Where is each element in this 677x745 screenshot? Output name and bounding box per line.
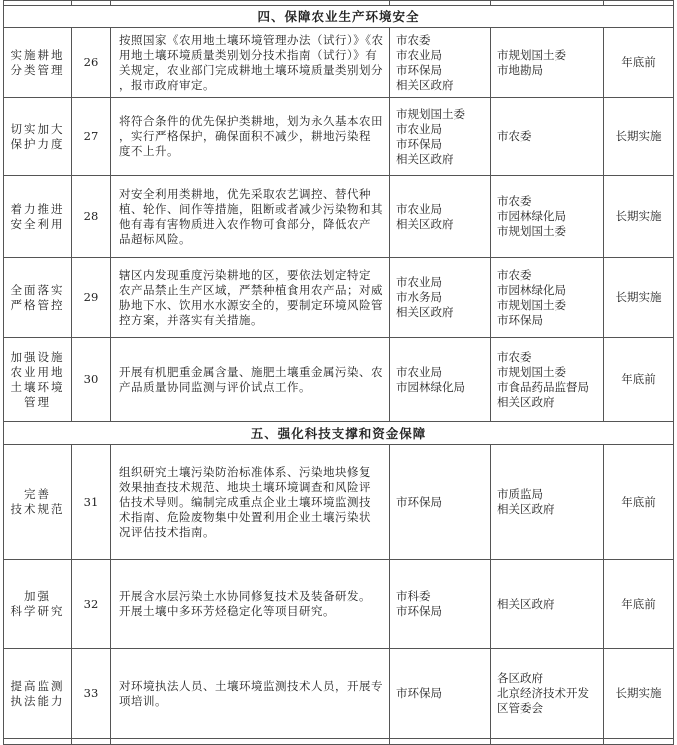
lead-department-line: 市规划国土委 [396, 106, 465, 121]
task-number-cell: 32 [72, 560, 111, 649]
task-table [3, 0, 674, 745]
task-name-cell [4, 445, 72, 560]
task-content-line: 用地土壤环境质量类别划分技术指南（试行）》有 [119, 47, 378, 62]
task-content-line: 农产品禁止生产区域，严禁种植食用农产品；对威 [119, 282, 383, 297]
lead-department-cell [390, 28, 491, 98]
cooperating-department-line: 市农委 [497, 349, 532, 364]
task-name-line: 着力推进 [10, 201, 65, 216]
lead-department-cell [390, 258, 491, 338]
task-number-cell: 28 [72, 176, 111, 258]
lead-department-line: 市水务局 [396, 290, 442, 304]
cooperating-department-line: 相关区政府 [497, 596, 555, 611]
task-number-cell: 30 [72, 338, 111, 422]
task-content-line: 品超标风险。 [119, 231, 191, 246]
lead-department-line: 市农业局 [396, 47, 442, 62]
task-name-line: 严格管控 [10, 297, 65, 312]
task-name-cell [4, 258, 72, 338]
lead-department-line: 市农业局 [396, 121, 442, 136]
table-row [4, 445, 674, 560]
cooperating-department-line: 市食品药品监督局 [497, 379, 589, 394]
task-name-cell [4, 176, 72, 258]
task-content-cell [111, 649, 390, 739]
lead-department-line: 市环保局 [396, 62, 442, 77]
deadline-cell: 长期实施 [604, 98, 674, 176]
task-content-cell [111, 176, 390, 258]
cooperating-department-cell [491, 98, 604, 176]
table-row [4, 258, 674, 338]
task-content-line: 他有毒有害物质进入农作物可食部分，降低农产 [119, 216, 371, 231]
task-number-cell: 31 [72, 445, 111, 560]
task-content-line: 项培训。 [119, 693, 167, 708]
task-number-cell: 29 [72, 258, 111, 338]
task-name-line: 土壤环境 [10, 379, 65, 394]
table-row [4, 338, 674, 422]
cooperating-department-cell [491, 258, 604, 338]
task-name-line: 技术规范 [10, 502, 65, 516]
task-name-line: 分类管理 [10, 62, 65, 77]
deadline-cell: 长期实施 [604, 649, 674, 739]
table-row [4, 98, 674, 176]
task-content-line: 度不上升。 [119, 144, 179, 158]
deadline-cell: 长期实施 [604, 258, 674, 338]
task-content-line: ，实行严格保护，确保面积不减少，耕地污染程 [119, 129, 371, 143]
task-content-cell [111, 560, 390, 649]
deadline-cell: 年底前 [604, 445, 674, 560]
lead-department-cell [390, 649, 491, 739]
deadline-cell: 年底前 [604, 28, 674, 98]
task-content-line: 辖区内发现重度污染耕地的区，要依法划定特定 [119, 267, 371, 282]
cooperating-department-line: 市农委 [497, 267, 532, 282]
lead-department-line: 相关区政府 [396, 305, 454, 319]
lead-department-line: 相关区政府 [396, 216, 454, 231]
cooperating-department-line: 市园林绿化局 [497, 282, 566, 297]
task-name-line: 提高监测 [10, 678, 65, 693]
task-name-cell [4, 560, 72, 649]
task-content-line: 对环境执法人员、土壤环境监测技术人员，开展专 [119, 678, 383, 693]
task-name-line: 农业用地 [10, 364, 65, 379]
task-content-cell [111, 338, 390, 422]
section-header-row [4, 6, 674, 28]
task-number-cell: 27 [72, 98, 111, 176]
cooperating-department-line: 市规划国土委 [497, 297, 566, 312]
task-name-line: 管理 [24, 394, 51, 409]
lead-department-line: 市农业局 [396, 275, 442, 289]
task-name-line: 切实加大 [10, 121, 65, 136]
task-content-line: ，报市政府审定。 [119, 77, 215, 92]
task-content-line: 关规定，农业部门完成耕地土壤环境质量类别划分 [119, 62, 383, 77]
task-content-line: 控方案，并落实有关措施。 [119, 312, 263, 327]
task-name-cell [4, 28, 72, 98]
task-content-line: 胁地下水、饮用水水源安全的，要制定环境风险管 [119, 297, 383, 312]
cooperating-department-line: 市规划国土委 [497, 224, 566, 238]
cooperating-department-line: 区管委会 [497, 701, 543, 715]
cooperating-department-cell [491, 649, 604, 739]
cooperating-department-line: 市质监局 [497, 487, 543, 501]
task-name-line: 加强 [24, 589, 51, 603]
task-content-line: 开展含水层污染土水协同修复技术及装备研发。 [119, 589, 371, 603]
cooperating-department-line: 市地勘局 [497, 62, 543, 77]
cooperating-department-line: 市规划国土委 [497, 47, 566, 62]
task-content-line: 开展土壤中多环芳烃稳定化等项目研究。 [119, 604, 335, 618]
lead-department-line: 市农业局 [396, 364, 442, 379]
cooperating-department-line: 北京经济技术开发 [497, 686, 589, 700]
task-name-line: 加强设施 [10, 349, 65, 364]
lead-department-line: 市园林绿化局 [396, 379, 465, 394]
section-title: 五、强化科技支撑和资金保障 [4, 422, 674, 445]
lead-department-line: 市环保局 [396, 604, 442, 618]
cooperating-department-line: 市环保局 [497, 312, 543, 327]
cooperating-department-line: 相关区政府 [497, 502, 555, 516]
lead-department-line: 市环保局 [396, 136, 442, 151]
table-row [4, 649, 674, 739]
task-content-line: 植、轮作、间作等措施，阻断或者减少污染物和其 [119, 201, 383, 216]
lead-department-line: 相关区政府 [396, 77, 454, 92]
cooperating-department-cell [491, 338, 604, 422]
task-name-line: 完善 [24, 487, 51, 501]
task-content-line: 按照国家《农用地土壤环境管理办法（试行）》《农 [119, 32, 384, 47]
section-title: 四、保障农业生产环境安全 [4, 6, 674, 28]
task-content-line: 对安全利用类耕地，优先采取农艺调控、替代种 [119, 186, 371, 201]
task-content-line: 组织研究土壤污染防治标准体系、污染地块修复 [119, 464, 371, 479]
lead-department-line: 市科委 [396, 589, 431, 603]
cooperating-department-line: 相关区政府 [497, 394, 555, 409]
task-name-line: 执法能力 [10, 693, 65, 708]
lead-department-line: 市环保局 [396, 686, 442, 700]
task-content-cell [111, 445, 390, 560]
task-content-cell [111, 98, 390, 176]
task-content-line: 效果抽查技术规范、地块土壤环境调查和风险评 [119, 479, 371, 494]
task-name-cell [4, 98, 72, 176]
cooperating-department-cell [491, 445, 604, 560]
task-number-cell: 33 [72, 649, 111, 739]
deadline-cell: 年底前 [604, 560, 674, 649]
deadline-cell: 长期实施 [604, 176, 674, 258]
table-row [4, 560, 674, 649]
lead-department-line: 相关区政府 [396, 151, 454, 166]
section-header-row [4, 422, 674, 445]
lead-department-cell [390, 176, 491, 258]
cooperating-department-line: 市农委 [497, 129, 532, 143]
cooperating-department-cell [491, 176, 604, 258]
task-number-cell: 26 [72, 28, 111, 98]
cooperating-department-line: 各区政府 [497, 671, 543, 685]
task-name-cell [4, 338, 72, 422]
lead-department-cell [390, 338, 491, 422]
lead-department-cell [390, 98, 491, 176]
task-name-line: 实施耕地 [10, 47, 65, 62]
task-content-line: 开展有机肥重金属含量、施肥土壤重金属污染、农 [119, 364, 383, 379]
task-content-line: 估技术导则。编制完成重点企业土壤环境监测技 [119, 494, 371, 509]
lead-department-line: 市农委 [396, 32, 431, 47]
task-content-line: 况评估技术指南。 [119, 524, 215, 539]
task-name-cell [4, 649, 72, 739]
lead-department-line: 市农业局 [396, 201, 442, 216]
task-name-line: 安全利用 [10, 216, 65, 231]
task-name-line: 全面落实 [10, 282, 65, 297]
lead-department-cell [390, 560, 491, 649]
lead-department-line: 市环保局 [396, 494, 442, 509]
cooperating-department-line: 市农委 [497, 194, 532, 208]
table-row [4, 28, 674, 98]
lead-department-cell [390, 445, 491, 560]
task-content-line: 将符合条件的优先保护类耕地，划为永久基本农田 [119, 114, 383, 128]
cooperating-department-line: 市园林绿化局 [497, 209, 566, 223]
task-content-line: 术指南、危险废物集中处置利用企业土壤污染状 [119, 509, 371, 524]
cooperating-department-line: 市规划国土委 [497, 364, 566, 379]
cooperating-department-cell [491, 560, 604, 649]
task-content-cell [111, 28, 390, 98]
deadline-cell: 年底前 [604, 338, 674, 422]
cooperating-department-cell [491, 28, 604, 98]
task-name-line: 保护力度 [10, 136, 65, 151]
task-content-line: 产品质量协同监测与评价试点工作。 [119, 379, 311, 394]
task-content-cell [111, 258, 390, 338]
task-name-line: 科学研究 [10, 604, 65, 618]
table-row [4, 176, 674, 258]
